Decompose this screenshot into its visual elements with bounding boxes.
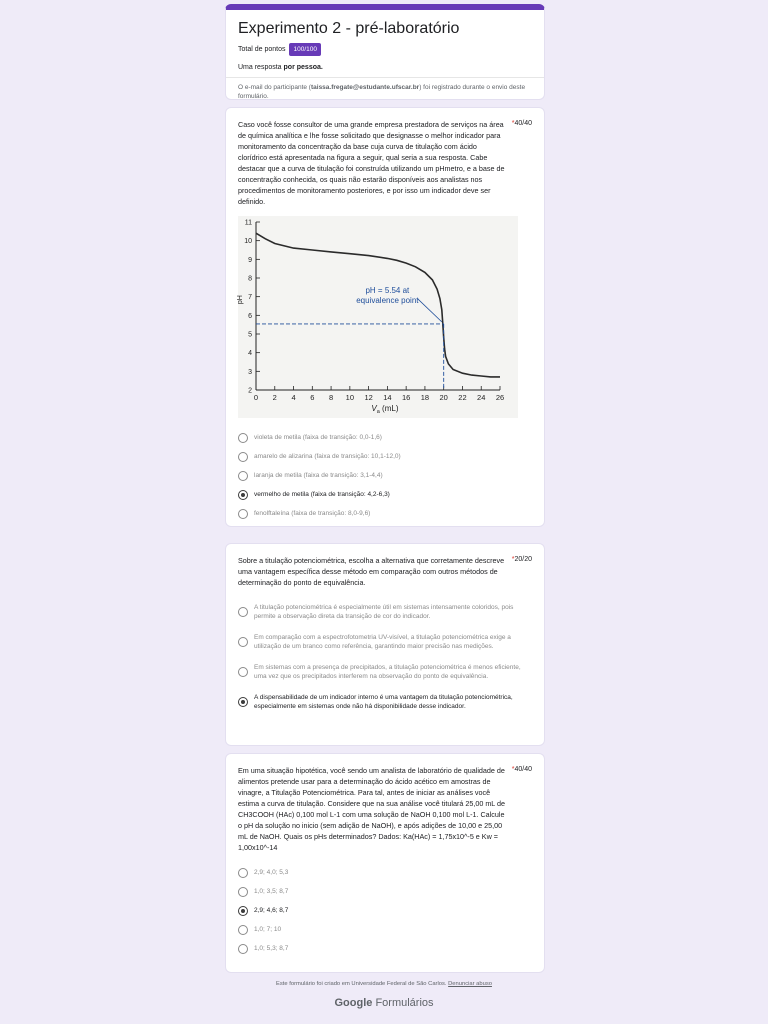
x-tick-label: 16 xyxy=(401,392,411,402)
option-label: 2,9; 4,6; 8,7 xyxy=(254,906,289,914)
option-label: A titulação potenciométrica é especialmente útil em sistemas intensamente coloridos, pois permite a observação direta da transição de cor do indicador. xyxy=(254,603,514,620)
y-tick-label: 7 xyxy=(248,293,252,301)
option-label: fenolftaleína (faixa de transição: 8,0-9,6) xyxy=(254,509,371,517)
question-card-3 xyxy=(225,753,545,973)
google-forms-logo[interactable]: Google Formulários xyxy=(334,997,434,1009)
annotation-line-2: equivalence point xyxy=(356,295,419,305)
x-tick-label: 22 xyxy=(458,392,467,402)
option-label: 1,0; 3,5; 8,7 xyxy=(254,887,289,895)
option-item[interactable] xyxy=(238,868,532,878)
option-label: Em sistemas com a presença de precipitados, a titulação potenciométrica é menos eficiente, uma vez que os precipitados interferem na observação do ponto de equivalência. xyxy=(254,664,521,681)
radio-unchecked-icon[interactable] xyxy=(238,433,248,443)
option-label: 1,0; 5,3; 8,7 xyxy=(254,944,289,952)
option-label: Em comparação com a espectrofotometria UV-visível, a titulação potenciométrica exige a utilização de um branco como referência, garantindo maior precisão nas medições. xyxy=(254,634,511,651)
participant-email: taissa.fregate@estudante.ufscar.br xyxy=(310,84,420,91)
x-tick-label: 0 xyxy=(253,392,259,402)
option-item[interactable] xyxy=(238,887,532,897)
x-tick-label: 12 xyxy=(364,392,373,402)
x-tick-label: 10 xyxy=(345,392,355,402)
option-label: vermelho de metila (faixa de transição: 4,2-6,3) xyxy=(254,490,390,498)
option-label: A dispensabilidade de um indicador interno é uma vantagem da titulação potenciométrica, especialmente em sistemas onde não há disponibilidade desse indicador. xyxy=(254,694,513,711)
option-label: laranja de metila (faixa de transição: 3,1-4,4) xyxy=(254,471,383,479)
x-tick-label: 2 xyxy=(272,392,277,402)
email-note: O e-mail do participante (taissa.fregate@estudante.ufscar.br) foi registrado durante o envio deste formulário. xyxy=(238,84,526,100)
radio-unchecked-icon[interactable] xyxy=(238,944,248,954)
option-item[interactable] xyxy=(238,509,532,519)
radio-unchecked-icon[interactable] xyxy=(238,509,248,519)
y-tick-label: 4 xyxy=(248,349,252,357)
question-points: *20/20 xyxy=(511,556,532,563)
option-item[interactable] xyxy=(238,633,532,651)
score-badge: 100/100 xyxy=(289,43,321,56)
radio-unchecked-icon[interactable] xyxy=(238,868,248,878)
y-tick-label: 8 xyxy=(248,275,252,282)
option-item[interactable] xyxy=(238,693,532,711)
y-tick-label: 11 xyxy=(244,219,252,226)
question-points: *40/40 xyxy=(511,120,532,127)
radio-unchecked-icon[interactable] xyxy=(238,667,248,677)
option-label: violeta de metila (faixa de transição: 0,0-1,6) xyxy=(254,433,382,441)
y-tick-label: 6 xyxy=(248,312,252,320)
option-item[interactable] xyxy=(238,944,532,954)
radio-unchecked-icon[interactable] xyxy=(238,637,248,647)
x-axis-label: $V_a$ (mL) xyxy=(371,403,399,415)
x-tick-label: 8 xyxy=(328,392,334,402)
x-tick-label: 18 xyxy=(420,392,430,402)
question-card-2 xyxy=(225,543,545,746)
radio-checked-icon[interactable] xyxy=(238,906,248,916)
question-text: Em uma situação hipotética, você sendo um analista de laboratório de qualidade de alimentos pretende usar para a determinação do ácido acético em amostras de vinagre, a Titulação Potenciométrica. Para tal, antes de iniciar as análises você estima a curva de titulação. Considere que na sua análise você titulará 25,00 mL de CH3COOH (HAc) 0,100 mol L-1 com uma solução de NaOH 0,100 mol L-1. Calcule o pH da solução no inicio (sem adição de NaOH), e após adições de 10,00 e 25,00 mL de NaOH. Quais os pHs determinados? Dados: Ka(HAc) = 1,75x10^-5 e Kw = 1,00x10^-14 xyxy=(238,766,506,852)
radio-checked-icon[interactable] xyxy=(238,697,248,707)
radio-unchecked-icon[interactable] xyxy=(238,452,248,462)
y-tick-label: 9 xyxy=(248,256,252,264)
annotation-line-1: pH = 5.54 at xyxy=(365,285,410,295)
y-tick-label: 2 xyxy=(248,387,252,394)
option-item[interactable] xyxy=(238,663,532,681)
option-item[interactable] xyxy=(238,433,532,443)
x-tick-label: 24 xyxy=(477,392,486,402)
radio-unchecked-icon[interactable] xyxy=(238,471,248,481)
form-header-card xyxy=(225,4,545,100)
option-item[interactable] xyxy=(238,603,532,621)
radio-unchecked-icon[interactable] xyxy=(238,887,248,897)
titration-curve-chart xyxy=(238,216,518,418)
question-card-1 xyxy=(225,107,545,527)
option-item[interactable] xyxy=(238,925,532,935)
radio-unchecked-icon[interactable] xyxy=(238,925,248,935)
total-score-row xyxy=(238,43,532,56)
options-list xyxy=(238,603,532,712)
radio-unchecked-icon[interactable] xyxy=(238,607,248,617)
option-label: amarelo de alizarina (faixa de transição: 10,1-12,0) xyxy=(254,452,401,460)
y-tick-label: 3 xyxy=(248,368,252,376)
radio-checked-icon[interactable] xyxy=(238,490,248,500)
x-tick-label: 14 xyxy=(383,392,392,402)
option-item[interactable] xyxy=(238,452,532,462)
x-tick-label: 6 xyxy=(310,392,315,402)
report-abuse-link[interactable]: Denunciar abuso xyxy=(448,981,492,987)
option-label: 2,9; 4,0; 5,3 xyxy=(254,868,289,876)
option-item[interactable] xyxy=(238,471,532,481)
options-list xyxy=(238,433,532,519)
x-tick-label: 4 xyxy=(291,392,296,402)
annotation-arrow xyxy=(417,298,441,321)
one-response-note: Uma resposta por pessoa. xyxy=(238,64,323,71)
y-axis-label: pH xyxy=(237,294,244,304)
footer-text: Este formulário foi criado em Universidade Federal de São Carlos. Denunciar abuso xyxy=(276,981,492,987)
options-list xyxy=(238,868,532,954)
question-points: *40/40 xyxy=(511,766,532,773)
total-points-label: Total de pontos xyxy=(238,46,286,53)
question-text: Sobre a titulação potenciométrica, escolha a alternativa que corretamente descreve uma vantagem específica desse método em comparação com outros métodos de determinação do ponto de equivalência. xyxy=(238,556,505,587)
option-item[interactable] xyxy=(238,906,532,916)
header-divider xyxy=(226,77,544,78)
y-tick-label: 5 xyxy=(248,331,252,338)
option-label: 1,0; 7; 10 xyxy=(254,925,282,933)
form-title: Experimento 2 - pré-laboratório xyxy=(238,20,460,37)
x-tick-label: 26 xyxy=(495,392,505,402)
x-tick-label: 20 xyxy=(439,392,448,402)
option-item[interactable] xyxy=(238,490,532,500)
question-text: Caso você fosse consultor de uma grande empresa prestadora de serviços na área de química analítica e lhe fosse solicitado que designasse o melhor indicador para monitoramento da concentração da base cuja curva de titulação com ácido clorídrico está apresentada na figura a seguir, qual seria a sua resposta. Cabe destacar que a curva de titulação foi construída utilizando um pHmetro, e a base de concentração conhecida, os quais não estarão disponíveis aos analistas nos procedimentos de monitoramento posteriores, e por isso um indicador deve ser definido. xyxy=(238,120,505,206)
y-tick-label: 10 xyxy=(244,237,252,245)
